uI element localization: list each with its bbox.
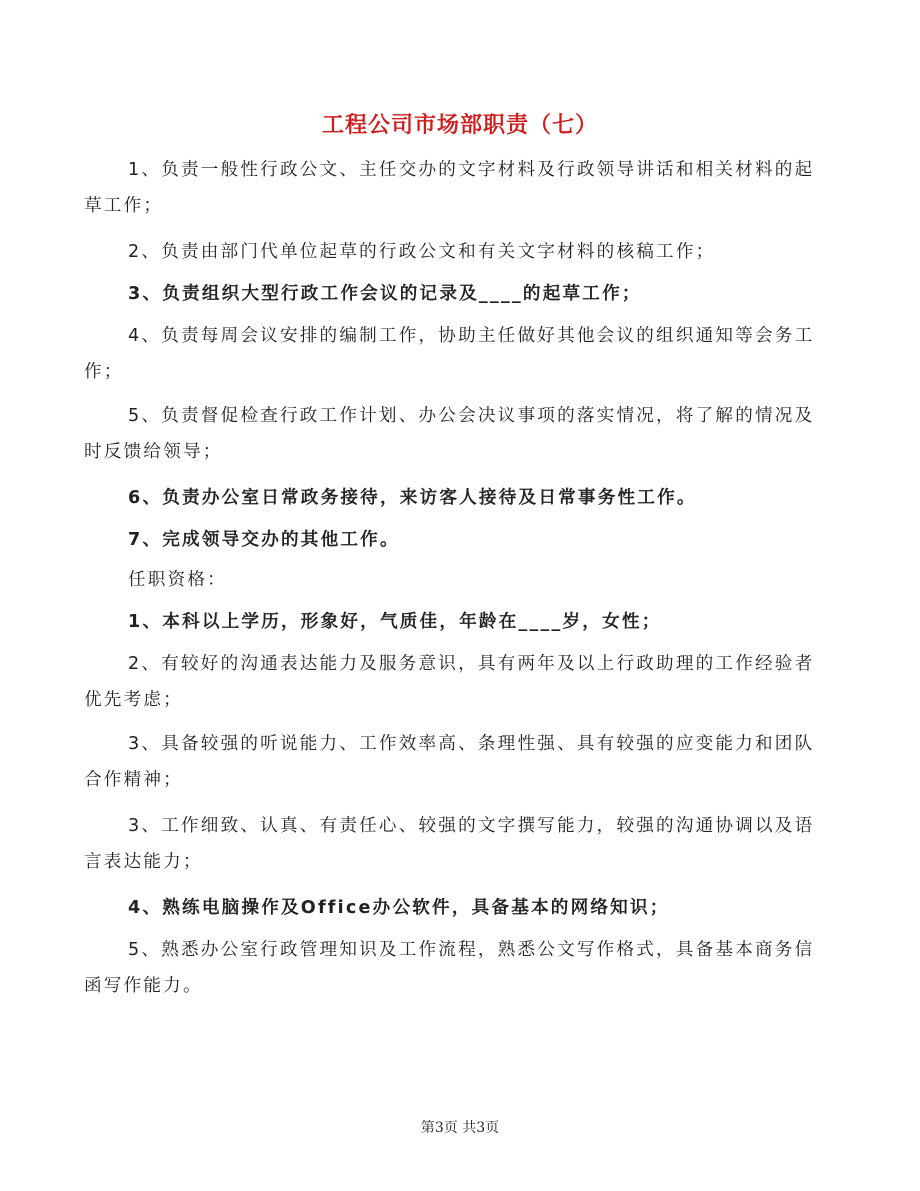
paragraph: 3、工作细致、认真、有责任心、较强的文字撰写能力，较强的沟通协调以及语言表达能力； bbox=[84, 816, 815, 872]
section-heading: 任职资格： bbox=[128, 570, 227, 590]
paragraph: 2、负责由部门代单位起草的行政公文和有关文字材料的核稿工作； bbox=[128, 242, 716, 262]
paragraph: 1、本科以上学历，形象好，气质佳，年龄在____岁，女性； bbox=[128, 612, 662, 632]
paragraph: 4、负责每周会议安排的编制工作，协助主任做好其他会议的组织通知等会务工作； bbox=[84, 326, 815, 382]
document-title: 工程公司市场部职责（七） bbox=[321, 112, 598, 138]
paragraph: 4、熟练电脑操作及Office办公软件，具备基本的网络知识； bbox=[128, 898, 670, 918]
paragraph: 2、有较好的沟通表达能力及服务意识，具有两年及以上行政助理的工作经验者优先考虑； bbox=[84, 654, 815, 710]
paragraph: 7、完成领导交办的其他工作。 bbox=[128, 530, 400, 550]
paragraph: 3、具备较强的听说能力、工作效率高、条理性强、具有较强的应变能力和团队合作精神； bbox=[84, 734, 815, 790]
paragraph: 5、熟悉办公室行政管理知识及工作流程，熟悉公文写作格式，具备基本商务信函写作能力。 bbox=[84, 940, 815, 996]
paragraph: 5、负责督促检查行政工作计划、办公会决议事项的落实情况，将了解的情况及时反馈给领导； bbox=[84, 406, 815, 462]
page-number: 第3页 共3页 bbox=[420, 1120, 500, 1136]
paragraph: 6、负责办公室日常政务接待，来访客人接待及日常事务性工作。 bbox=[128, 488, 697, 508]
paragraph: 3、负责组织大型行政工作会议的记录及____的起草工作； bbox=[128, 284, 642, 304]
paragraph: 1、负责一般性行政公文、主任交办的文字材料及行政领导讲话和相关材料的起草工作； bbox=[84, 160, 815, 216]
